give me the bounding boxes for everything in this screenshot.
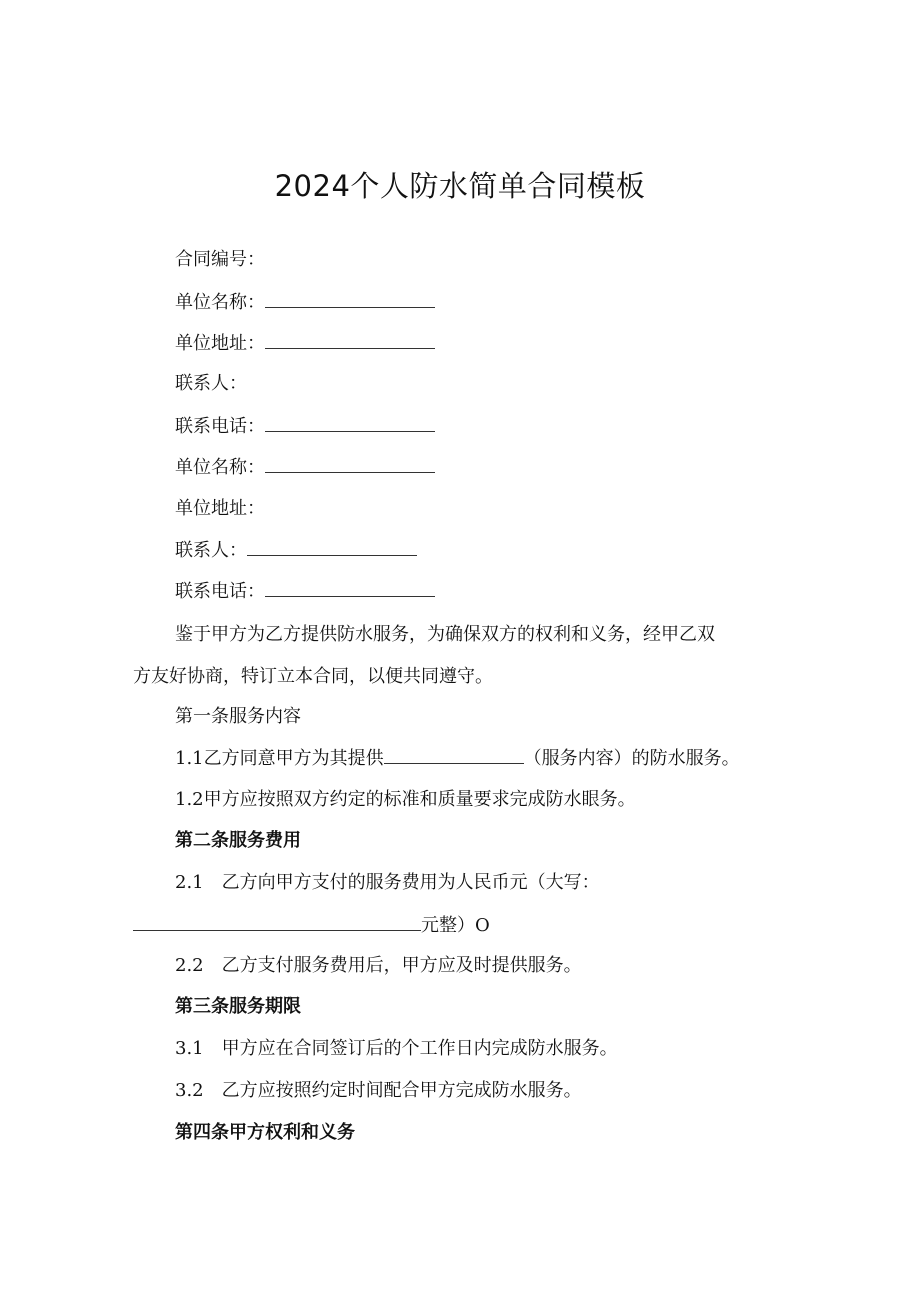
- party-b-address-label: 单位地址：: [175, 498, 265, 519]
- clause-2-1-ending: 元整）O: [421, 915, 490, 936]
- clause-1-1-text-before: 1.1乙方同意甲方为其提供: [175, 748, 384, 769]
- contract-number-field: [175, 246, 265, 274]
- party-b-phone-label: 联系电话：: [175, 581, 265, 602]
- document-title: 2024个人防水简单合同模板: [274, 169, 646, 203]
- party-b-name-blank: [265, 453, 435, 473]
- party-a-name-blank: [265, 288, 435, 308]
- party-a-phone-field: [175, 412, 435, 440]
- clause-1-1-text-after: （服务内容）的防水服务。: [523, 748, 740, 769]
- party-b-phone-blank: [265, 577, 435, 597]
- clause-2-1-continuation: [133, 911, 490, 939]
- service-content-blank: [384, 744, 524, 764]
- preamble-line-1: 鉴于甲方为乙方提供防水服务，为确保双方的权利和义务，经甲乙双: [175, 624, 715, 645]
- party-a-contact-label: 联系人：: [175, 373, 247, 394]
- article-1-heading: 第一条服务内容: [175, 706, 301, 727]
- party-a-address-blank: [265, 329, 435, 349]
- party-b-phone-field: [175, 577, 435, 605]
- clause-3-1: 3.1 甲方应在合同签订后的个工作日内完成防水服务。: [175, 1038, 618, 1059]
- amount-in-words-blank: [133, 911, 421, 931]
- party-b-name-label: 单位名称：: [175, 457, 265, 478]
- party-b-address-field: [175, 495, 265, 523]
- contract-number-label: 合同编号：: [175, 249, 265, 270]
- party-a-address-field: [175, 329, 435, 357]
- party-a-name-label: 单位名称：: [175, 292, 265, 313]
- clause-1-1: [175, 744, 740, 772]
- article-2-heading: 第二条服务费用: [175, 830, 301, 851]
- article-3-heading: 第三条服务期限: [175, 996, 301, 1017]
- clause-2-2: 2.2 乙方支付服务费用后，甲方应及时提供服务。: [175, 955, 582, 976]
- party-a-address-label: 单位地址：: [175, 333, 265, 354]
- party-b-contact-label: 联系人：: [175, 540, 247, 561]
- party-b-contact-field: [175, 536, 417, 564]
- party-b-name-field: [175, 453, 435, 481]
- party-a-contact-field: [175, 370, 247, 398]
- party-b-contact-blank: [247, 536, 417, 556]
- clause-3-2: 3.2 乙方应按照约定时间配合甲方完成防水服务。: [175, 1080, 582, 1101]
- article-4-heading: 第四条甲方权利和义务: [175, 1122, 355, 1143]
- party-a-phone-label: 联系电话：: [175, 416, 265, 437]
- party-a-phone-blank: [265, 412, 435, 432]
- party-a-name-field: [175, 288, 435, 316]
- clause-1-2: 1.2甲方应按照双方约定的标准和质量要求完成防水眼务。: [175, 789, 636, 810]
- preamble-line-2: 方友好协商，特订立本合同，以便共同遵守。: [133, 666, 493, 687]
- clause-2-1: 2.1 乙方向甲方支付的服务费用为人民币元（大写：: [175, 872, 600, 893]
